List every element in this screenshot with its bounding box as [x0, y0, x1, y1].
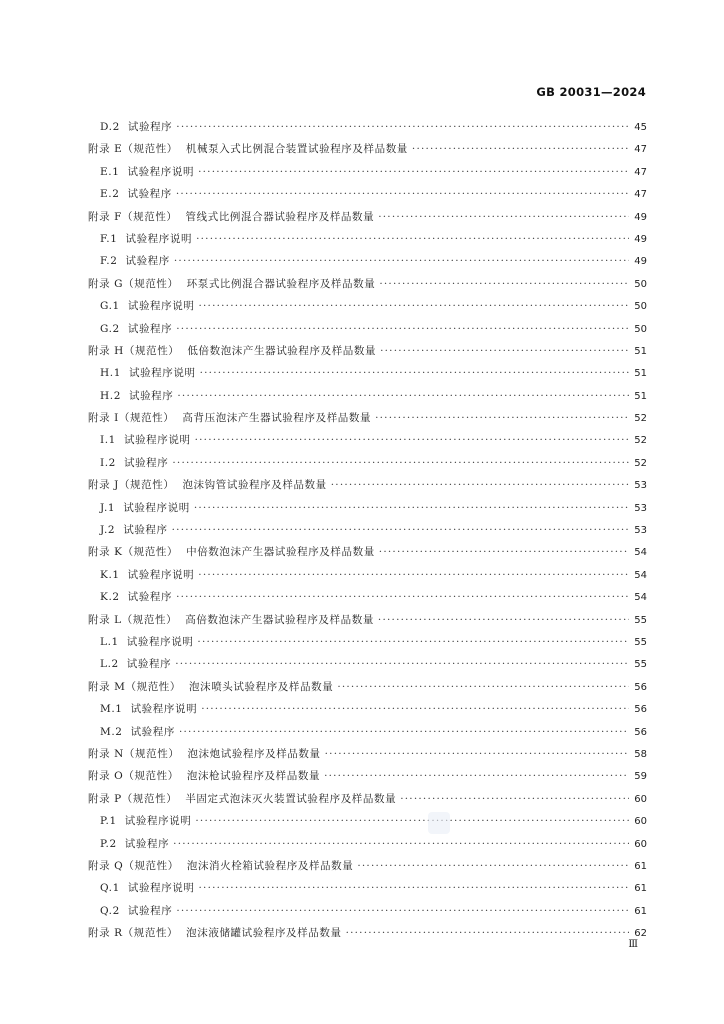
toc-entry-number: P.1 — [100, 815, 117, 828]
toc-section-entry[interactable] — [88, 586, 647, 608]
toc-entry-label — [88, 676, 333, 698]
toc-entry-number: L.2 — [100, 658, 119, 671]
toc-entry-title: 试验程序 — [127, 121, 173, 133]
toc-page-number: 55 — [634, 659, 647, 671]
toc-leader-dots — [201, 698, 629, 720]
toc-page-number: 56 — [634, 704, 647, 716]
toc-leader-dots — [198, 295, 629, 317]
toc-entry-label — [88, 519, 168, 541]
toc-page-number: 49 — [634, 233, 647, 245]
toc-leader-dots — [194, 497, 629, 519]
toc-entry-number: I.2 — [100, 456, 116, 469]
toc-entry-label — [88, 474, 327, 496]
toc-page-number: 61 — [634, 883, 647, 895]
toc-page-number: 53 — [634, 480, 647, 492]
toc-entry-label — [88, 385, 173, 407]
toc-page-number: 52 — [634, 435, 647, 447]
toc-entry-title: 泡沫钩管试验程序及样品数量 — [182, 479, 327, 492]
toc-leader-dots — [195, 429, 629, 451]
toc-appendix-entry[interactable] — [88, 474, 647, 496]
toc-entry-title: 泡沫喷头试验程序及样品数量 — [189, 680, 334, 693]
toc-page-number: 55 — [634, 636, 647, 648]
toc-appendix-entry[interactable] — [88, 676, 647, 698]
toc-page-number: 51 — [634, 345, 647, 357]
toc-entry-number: F.1 — [100, 232, 118, 245]
toc-leader-dots — [176, 318, 629, 340]
toc-leader-dots — [173, 833, 629, 855]
toc-entry-number: 附录 L（规范性） — [88, 613, 178, 626]
toc-entry-number: E.1 — [100, 165, 120, 178]
toc-entry-title: 试验程序说明 — [127, 300, 195, 313]
toc-leader-dots — [172, 519, 629, 541]
toc-leader-dots — [198, 161, 629, 183]
toc-entry-number: K.2 — [100, 591, 120, 604]
toc-entry-label — [88, 877, 195, 899]
toc-entry-title: 高倍数泡沫产生器试验程序及样品数量 — [185, 613, 374, 626]
toc-leader-dots — [177, 385, 629, 407]
toc-entry-label — [88, 161, 194, 183]
toc-entry-number: 附录 N（规范性） — [88, 747, 180, 760]
toc-page-number: 61 — [634, 905, 647, 917]
toc-entry-number: M.1 — [100, 703, 123, 716]
toc-entry-title: 中倍数泡沫产生器试验程序及样品数量 — [186, 546, 375, 559]
toc-leader-dots — [197, 631, 629, 653]
toc-entry-number: G.1 — [100, 300, 120, 313]
toc-section-entry[interactable] — [88, 833, 647, 855]
toc-page-number: 49 — [634, 211, 647, 223]
toc-leader-dots — [200, 362, 629, 384]
toc-entry-number: P.2 — [100, 837, 117, 850]
toc-leader-dots — [174, 250, 629, 272]
toc-entry-number: 附录 I（规范性） — [88, 412, 175, 425]
toc-entry-number: 附录 P（规范性） — [88, 792, 178, 805]
toc-leader-dots — [172, 452, 629, 474]
toc-leader-dots — [378, 206, 629, 228]
toc-entry-label — [88, 609, 374, 631]
toc-page-number: 53 — [634, 502, 647, 514]
toc-entry-number: G.2 — [100, 322, 120, 335]
toc-page-number: 50 — [634, 323, 647, 335]
toc-entry-label — [88, 497, 190, 519]
toc-entry-number: 附录 G（规范性） — [88, 277, 179, 290]
toc-entry-number: Q.2 — [100, 904, 120, 917]
toc-leader-dots — [176, 900, 629, 922]
toc-entry-label — [88, 273, 375, 295]
toc-section-entry[interactable] — [88, 519, 647, 541]
toc-appendix-entry[interactable] — [88, 922, 647, 944]
toc-entry-title: 试验程序 — [127, 188, 172, 201]
toc-section-entry[interactable] — [88, 429, 647, 451]
toc-appendix-entry[interactable] — [88, 206, 647, 228]
toc-entry-number: 附录 H（规范性） — [88, 344, 180, 357]
table-of-contents — [88, 116, 647, 944]
toc-entry-label — [88, 833, 169, 855]
toc-leader-dots — [331, 474, 629, 496]
toc-leader-dots — [176, 183, 629, 205]
toc-entry-title: 机械泵入式比例混合装置试验程序及样品数量 — [185, 143, 408, 156]
toc-entry-number: 附录 J（规范性） — [88, 479, 175, 492]
toc-page-number: 55 — [634, 614, 647, 626]
toc-page-number: 54 — [634, 547, 647, 559]
toc-entry-label — [88, 250, 170, 272]
toc-entry-label — [88, 362, 196, 384]
toc-section-entry[interactable] — [88, 250, 647, 272]
toc-page-number: 50 — [634, 278, 647, 290]
toc-page-number: 53 — [634, 525, 647, 537]
toc-leader-dots — [357, 855, 629, 877]
toc-entry-number: 附录 O（规范性） — [88, 770, 179, 783]
toc-entry-label — [88, 900, 172, 922]
toc-entry-title: 试验程序说明 — [127, 165, 195, 178]
toc-appendix-entry[interactable] — [88, 609, 647, 631]
toc-entry-label — [88, 138, 408, 160]
standard-code: GB 20031—2024 — [536, 85, 646, 99]
toc-entry-number: I.1 — [100, 434, 116, 447]
toc-entry-label — [88, 206, 374, 228]
toc-section-entry[interactable] — [88, 295, 647, 317]
toc-page-number: 58 — [634, 748, 647, 760]
toc-entry-label — [88, 340, 376, 362]
toc-appendix-entry[interactable] — [88, 541, 647, 563]
toc-section-entry[interactable] — [88, 228, 647, 250]
toc-leader-dots — [380, 340, 629, 362]
toc-entry-label — [88, 452, 168, 474]
toc-entry-title: 泡沫枪试验程序及样品数量 — [186, 770, 321, 783]
watermark-logo — [428, 812, 450, 834]
toc-entry-label — [88, 810, 191, 832]
toc-appendix-entry[interactable] — [88, 765, 647, 787]
toc-appendix-entry[interactable] — [88, 273, 647, 295]
toc-appendix-entry[interactable] — [88, 138, 647, 160]
toc-entry-title: 试验程序 — [123, 524, 168, 537]
toc-page-number: 60 — [634, 793, 647, 805]
toc-entry-number: 附录 F（规范性） — [88, 210, 178, 223]
toc-leader-dots — [337, 676, 629, 698]
toc-entry-title: 试验程序说明 — [123, 501, 190, 514]
toc-entry-label — [88, 922, 342, 944]
toc-entry-title: 管线式比例混合器试验程序及样品数量 — [185, 210, 375, 223]
toc-section-entry[interactable] — [88, 362, 647, 384]
toc-leader-dots — [379, 273, 629, 295]
toc-page-number: 56 — [634, 726, 647, 738]
toc-page-number: 49 — [634, 256, 647, 268]
toc-entry-title: 泡沫液储罐试验程序及样品数量 — [186, 927, 342, 940]
toc-appendix-entry[interactable] — [88, 788, 647, 810]
toc-entry-label — [88, 407, 371, 429]
toc-page-number: 54 — [634, 592, 647, 604]
toc-entry-number: D.2 — [100, 121, 120, 133]
toc-page-number: 60 — [634, 816, 647, 828]
toc-entry-title: 试验程序说明 — [125, 232, 193, 245]
toc-section-entry[interactable] — [88, 631, 647, 653]
toc-entry-label — [88, 788, 396, 810]
toc-entry-title: 试验程序 — [125, 255, 170, 268]
toc-leader-dots — [175, 653, 629, 675]
toc-entry-title: 泡沫炮试验程序及样品数量 — [187, 747, 321, 760]
toc-entry-label — [88, 765, 320, 787]
toc-appendix-entry[interactable] — [88, 407, 647, 429]
toc-entry-label — [88, 653, 171, 675]
toc-leader-dots — [176, 116, 629, 138]
toc-section-entry[interactable] — [88, 183, 647, 205]
page-number: Ⅲ — [628, 939, 638, 950]
toc-entry-title: 试验程序说明 — [130, 703, 198, 716]
toc-entry-title: 试验程序 — [127, 904, 173, 917]
toc-page-number: 61 — [634, 860, 647, 872]
toc-entry-number: 附录 R（规范性） — [88, 927, 179, 940]
toc-entry-title: 试验程序 — [127, 322, 173, 335]
toc-entry-title: 试验程序说明 — [124, 815, 192, 828]
toc-section-entry[interactable] — [88, 698, 647, 720]
toc-entry-label — [88, 586, 172, 608]
toc-page-number: 47 — [634, 166, 647, 178]
toc-entry-title: 试验程序说明 — [128, 367, 196, 380]
toc-entry-title: 试验程序说明 — [126, 635, 194, 648]
toc-entry-number: K.1 — [100, 568, 120, 581]
toc-entry-label — [88, 743, 321, 765]
toc-entry-title: 试验程序 — [127, 591, 173, 604]
toc-leader-dots — [346, 922, 629, 944]
toc-entry-title: 环泵式比例混合器试验程序及样品数量 — [186, 277, 376, 290]
toc-leader-dots — [196, 228, 629, 250]
toc-entry-title: 试验程序 — [130, 725, 175, 738]
toc-entry-title: 试验程序 — [124, 837, 170, 850]
toc-entry-title: 试验程序 — [123, 456, 169, 469]
toc-leader-dots — [325, 743, 629, 765]
toc-entry-number: H.2 — [100, 389, 121, 402]
toc-section-entry[interactable] — [88, 452, 647, 474]
toc-entry-number: E.2 — [100, 188, 120, 201]
toc-appendix-entry[interactable] — [88, 743, 647, 765]
toc-leader-dots — [195, 810, 629, 832]
toc-page-number: 56 — [634, 681, 647, 693]
toc-section-entry[interactable] — [88, 385, 647, 407]
toc-section-entry[interactable] — [88, 318, 647, 340]
toc-page-number: 47 — [634, 144, 647, 156]
toc-entry-label — [88, 855, 353, 877]
toc-entry-number: 附录 Q（规范性） — [88, 859, 179, 872]
toc-entry-number: Q.1 — [100, 882, 120, 895]
toc-entry-label — [88, 318, 172, 340]
toc-leader-dots — [379, 541, 629, 563]
toc-entry-label — [88, 698, 197, 720]
toc-section-entry[interactable] — [88, 721, 647, 743]
toc-entry-label — [88, 295, 194, 317]
toc-page-number: 51 — [634, 390, 647, 402]
toc-section-entry[interactable] — [88, 653, 647, 675]
toc-entry-title: 试验程序 — [126, 658, 172, 671]
toc-section-entry[interactable] — [88, 116, 647, 138]
toc-entry-number: 附录 E（规范性） — [88, 143, 178, 156]
toc-page-number: 50 — [634, 301, 647, 313]
toc-leader-dots — [412, 138, 629, 160]
toc-leader-dots — [198, 564, 629, 586]
toc-page-number: 51 — [634, 368, 647, 380]
toc-entry-number: H.1 — [100, 367, 121, 380]
toc-entry-title: 试验程序 — [128, 389, 174, 402]
toc-leader-dots — [400, 788, 629, 810]
toc-page-number: 62 — [634, 928, 647, 940]
toc-entry-title: 半固定式泡沫灭火装置试验程序及样品数量 — [185, 792, 397, 805]
toc-page-number: 59 — [634, 771, 647, 783]
toc-entry-number: F.2 — [100, 255, 118, 268]
toc-entry-label — [88, 228, 192, 250]
toc-entry-title: 试验程序说明 — [127, 568, 195, 581]
toc-entry-title: 试验程序说明 — [127, 882, 195, 895]
toc-entry-number: M.2 — [100, 725, 123, 738]
toc-entry-label — [88, 116, 172, 138]
toc-leader-dots — [179, 721, 629, 743]
toc-leader-dots — [324, 765, 629, 787]
toc-entry-number: L.1 — [100, 635, 119, 648]
toc-page-number: 45 — [634, 122, 647, 133]
toc-entry-label — [88, 429, 191, 451]
toc-section-entry[interactable] — [88, 497, 647, 519]
toc-page-number: 47 — [634, 189, 647, 201]
toc-page-number: 52 — [634, 413, 647, 425]
toc-leader-dots — [375, 407, 629, 429]
toc-entry-label — [88, 183, 172, 205]
toc-appendix-entry[interactable] — [88, 855, 647, 877]
toc-section-entry[interactable] — [88, 810, 647, 832]
toc-entry-number: J.2 — [100, 524, 116, 537]
toc-entry-title: 低倍数泡沫产生器试验程序及样品数量 — [187, 344, 377, 357]
toc-entry-number: 附录 M（规范性） — [88, 680, 181, 693]
toc-entry-label — [88, 541, 375, 563]
toc-entry-number: 附录 K（规范性） — [88, 546, 179, 559]
toc-appendix-entry[interactable] — [88, 340, 647, 362]
toc-section-entry[interactable] — [88, 564, 647, 586]
toc-section-entry[interactable] — [88, 161, 647, 183]
toc-entry-label — [88, 564, 194, 586]
toc-leader-dots — [378, 609, 629, 631]
toc-page-number: 54 — [634, 569, 647, 581]
toc-entry-title: 试验程序说明 — [123, 434, 191, 447]
toc-leader-dots — [199, 877, 629, 899]
toc-page-number: 60 — [634, 838, 647, 850]
toc-leader-dots — [176, 586, 629, 608]
toc-page-number: 52 — [634, 457, 647, 469]
toc-entry-title: 泡沫消火栓箱试验程序及样品数量 — [186, 859, 354, 872]
toc-entry-label — [88, 631, 193, 653]
toc-entry-number: J.1 — [100, 501, 116, 514]
toc-section-entry[interactable] — [88, 900, 647, 922]
toc-section-entry[interactable] — [88, 877, 647, 899]
toc-entry-title: 高背压泡沫产生器试验程序及样品数量 — [182, 412, 372, 425]
toc-entry-label — [88, 721, 175, 743]
